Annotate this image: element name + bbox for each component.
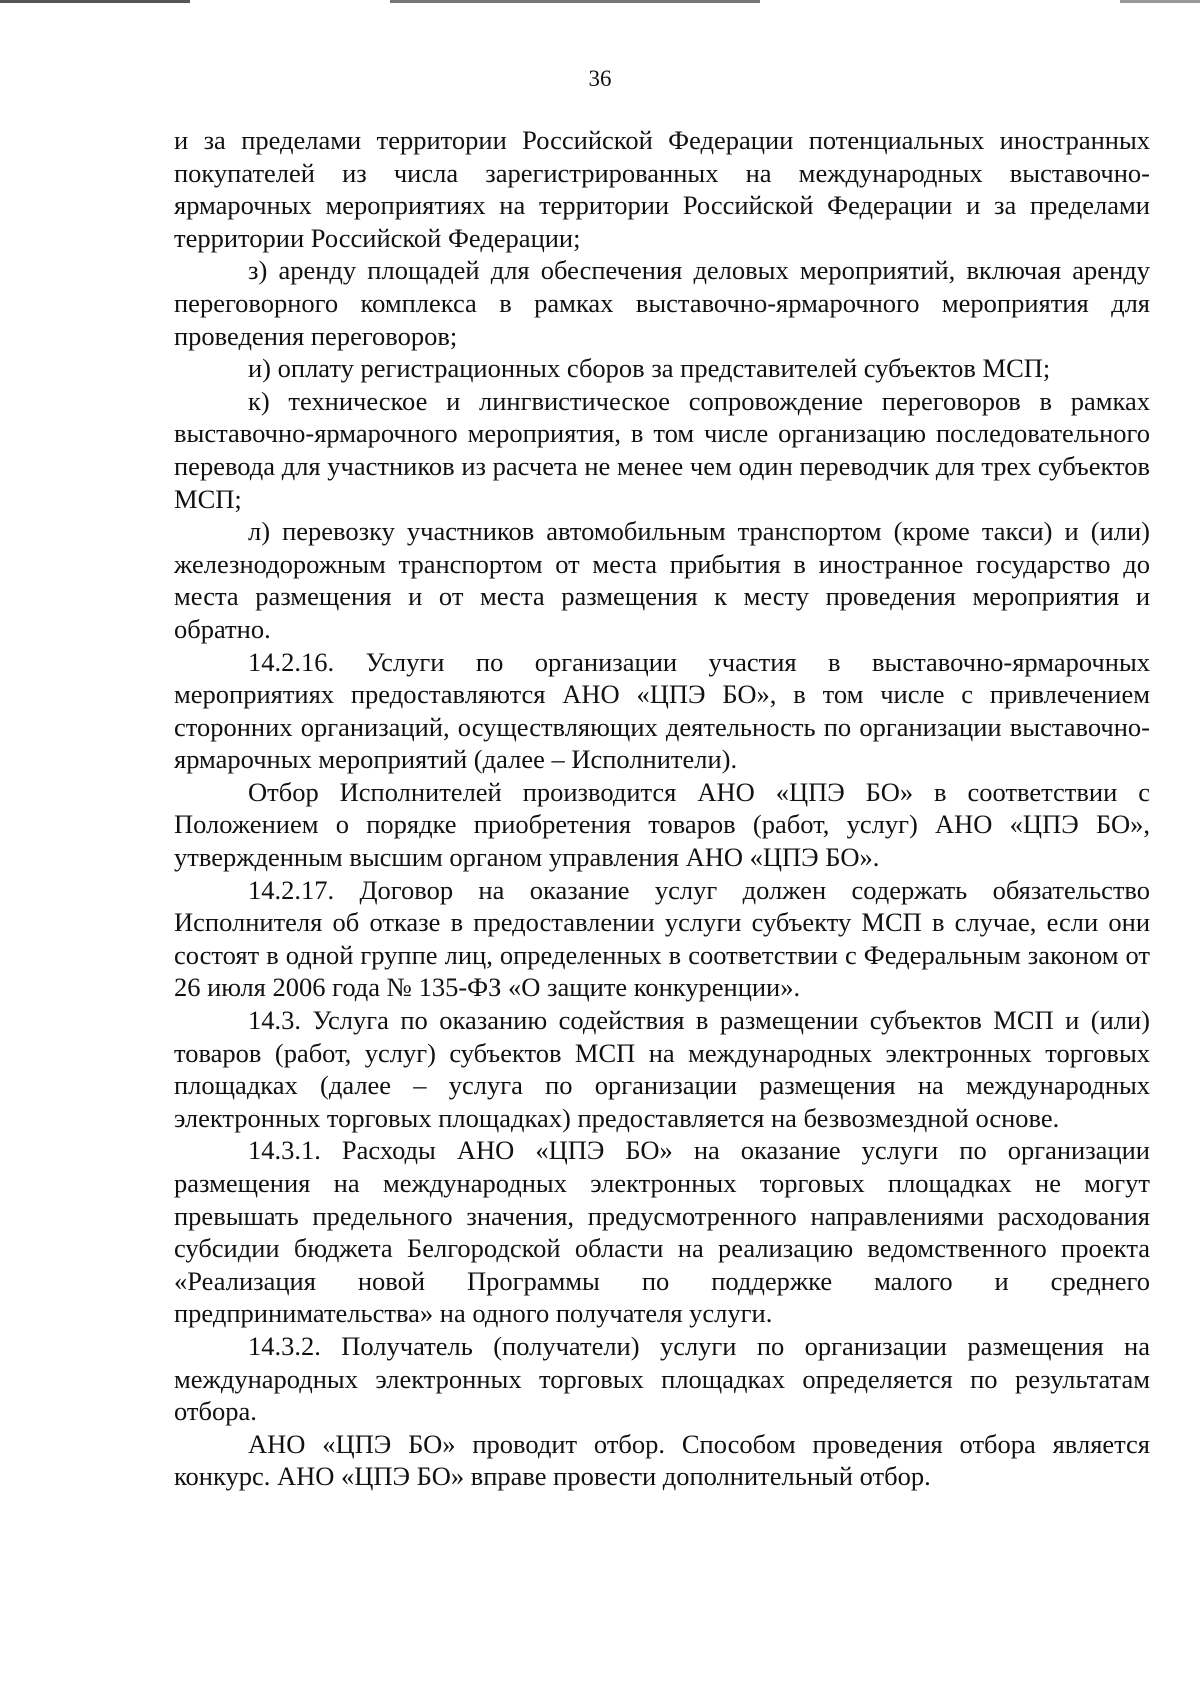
paragraph: Отбор Исполнителей производится АНО «ЦПЭ БО» в соответствии с Положением о порядке приобретения товаров (работ, услуг) АНО «ЦПЭ БО», утвержденным высшим органом управления АНО «ЦПЭ БО». — [174, 776, 1150, 873]
paragraph: л) перевозку участников автомобильным транспортом (кроме такси) и (или) железнодорожным транспортом от места прибытия в иностранное государство до места размещения и от места размещения к месту проведения мероприятия и обратно. — [174, 516, 1150, 644]
paragraph: 14.2.16. Услуги по организации участия в выставочно-ярмарочных мероприятиях предоставляются АНО «ЦПЭ БО», в том числе с привлечением сторонних организаций, осуществляющих деятельность по организации выставочно-ярмарочных мероприятий (далее – Исполнители). — [174, 646, 1150, 775]
paragraph: 14.2.17. Договор на оказание услуг должен содержать обязательство Исполнителя об отказе в предоставлении услуги субъекту МСП в случае, если они состоят в одной группе лиц, определенных в соответствии с Федеральным законом от 26 июля 2006 года № 135-ФЗ «О защите конкуренции». — [174, 874, 1150, 1003]
page-number: 36 — [588, 66, 612, 91]
paragraph: 14.3.2. Получатель (получатели) услуги по организации размещения на международных электронных торговых площадках определяется по результатам отбора. — [174, 1330, 1150, 1427]
paragraph: и) оплату регистрационных сборов за представителей субъектов МСП; — [248, 353, 1051, 384]
scan-edge — [0, 0, 1200, 3]
paragraph: 14.3.1. Расходы АНО «ЦПЭ БО» на оказание услуги по организации размещения на международных электронных торговых площадках не могут превышать предельного значения, предусмотренного направлениями расходования субсидии бюджета Белгородской области на реализацию ведомственного проекта «Реализация новой Программы по поддержке малого и среднего предпринимательства» на одного получателя услуги. — [174, 1135, 1150, 1329]
paragraph: 14.3. Услуга по оказанию содействия в размещении субъектов МСП и (или) товаров (работ, услуг) субъектов МСП на международных электронных торговых площадках (далее – услуга по организации размещения на международных электронных торговых площадках) предоставляется на безвозмездной основе. — [174, 1005, 1150, 1133]
document-body — [174, 124, 1150, 1493]
paragraph: и за пределами территории Российской Федерации потенциальных иностранных покупателей из числа зарегистрированных на международных выставочно-ярмарочных мероприятиях на территории Российской Федерации и за пределами территории Российской Федерации; — [174, 125, 1150, 253]
paragraph: з) аренду площадей для обеспечения деловых мероприятий, включая аренду переговорного комплекса в рамках выставочно-ярмарочного мероприятия для проведения переговоров; — [174, 255, 1150, 351]
paragraph: к) техническое и лингвистическое сопровождение переговоров в рамках выставочно-ярмарочного мероприятия, в том числе организацию последовательного перевода для участников из расчета не менее чем один переводчик для трех субъектов МСП; — [174, 385, 1150, 514]
paragraph: АНО «ЦПЭ БО» проводит отбор. Способом проведения отбора является конкурс. АНО «ЦПЭ БО» вправе провести дополнительный отбор. — [174, 1428, 1150, 1492]
